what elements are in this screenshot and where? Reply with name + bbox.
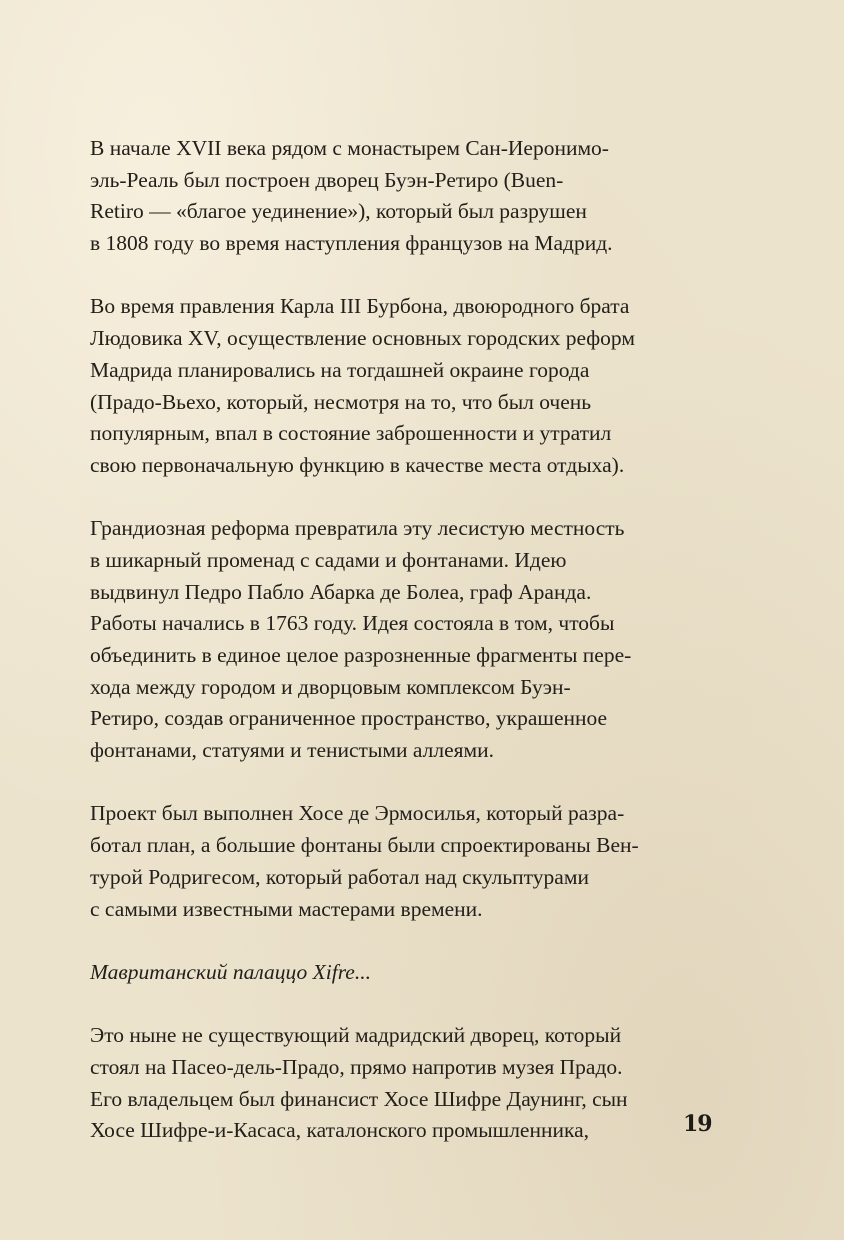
text-line: хода между городом и дворцовым комплексом Буэн- [90,674,571,699]
text-line: Его владельцем был финансист Хосе Шифре Даунинг, сын [90,1086,628,1111]
text-line: ботал план, а большие фонтаны были спроектированы Вен- [90,833,639,858]
paragraph-1 [90,133,690,260]
page-number: 19 [683,1111,712,1137]
text-line: объединить в единое целое разрозненные фрагменты пере- [90,643,632,667]
text-line: фонтанами, статуями и тенистыми аллеями. [90,738,494,763]
text-line: популярным, впал в состояние заброшенности и утратил [90,421,612,446]
text-line: в 1808 году во время наступления французов на Мадрид. [90,231,613,256]
text-line: Проект был выполнен Хосе де Эрмосилья, который разра- [90,801,625,826]
text-line: Retiro — «благое уединение»), который был разрушен [90,199,587,224]
paragraph-spacer [90,260,690,292]
text-line: Грандиозная реформа превратила эту лесистую местность [90,516,625,541]
body-text [90,133,690,1147]
subheading-line: Мавританский палаццо Xifre... [90,959,371,984]
text-line: с самыми известными мастерами времени. [90,896,483,921]
text-line: Во время правления Карла III Бурбона, двоюродного брата [90,294,630,319]
text-line: в шикарный променад с садами и фонтанами. Идею [90,547,567,572]
paragraph-2 [90,291,690,481]
text-line: Людовика XV, осуществление основных городских реформ [90,326,635,351]
text-line: Хосе Шифре-и-Касаса, каталонского промышленника, [90,1118,590,1143]
text-line: В начале XVII века рядом с монастырем Сан-Иеронимо- [90,136,609,160]
paragraph-spacer [90,989,690,1021]
paragraph-3 [90,513,690,767]
text-line: Это ныне не существующий мадридский дворец, который [90,1023,622,1048]
paragraph-4 [90,798,690,925]
section-subheading [90,957,690,989]
text-line: Ретиро, создав ограниченное пространство, украшенное [90,706,608,731]
paragraph-5 [90,1020,690,1147]
text-line: турой Родригесом, который работал над скульптурами [90,864,589,889]
paragraph-spacer [90,767,690,799]
paragraph-spacer [90,925,690,957]
text-line: Работы начались в 1763 году. Идея состояла в том, чтобы [90,611,615,636]
text-line: эль-Реаль был построен дворец Буэн-Ретиро (Buen- [90,167,564,192]
text-line: свою первоначальную функцию в качестве места отдыха). [90,452,625,477]
text-line: Мадрида планировались на тогдашней окраине города [90,357,590,382]
text-line: стоял на Пасео-дель-Прадо, прямо напротив музея Прадо. [90,1054,623,1079]
paragraph-spacer [90,482,690,514]
text-line: (Прадо-Вьехо, который, несмотря на то, что был очень [90,389,592,414]
text-line: выдвинул Педро Пабло Абарка де Болеа, граф Аранда. [90,579,592,604]
